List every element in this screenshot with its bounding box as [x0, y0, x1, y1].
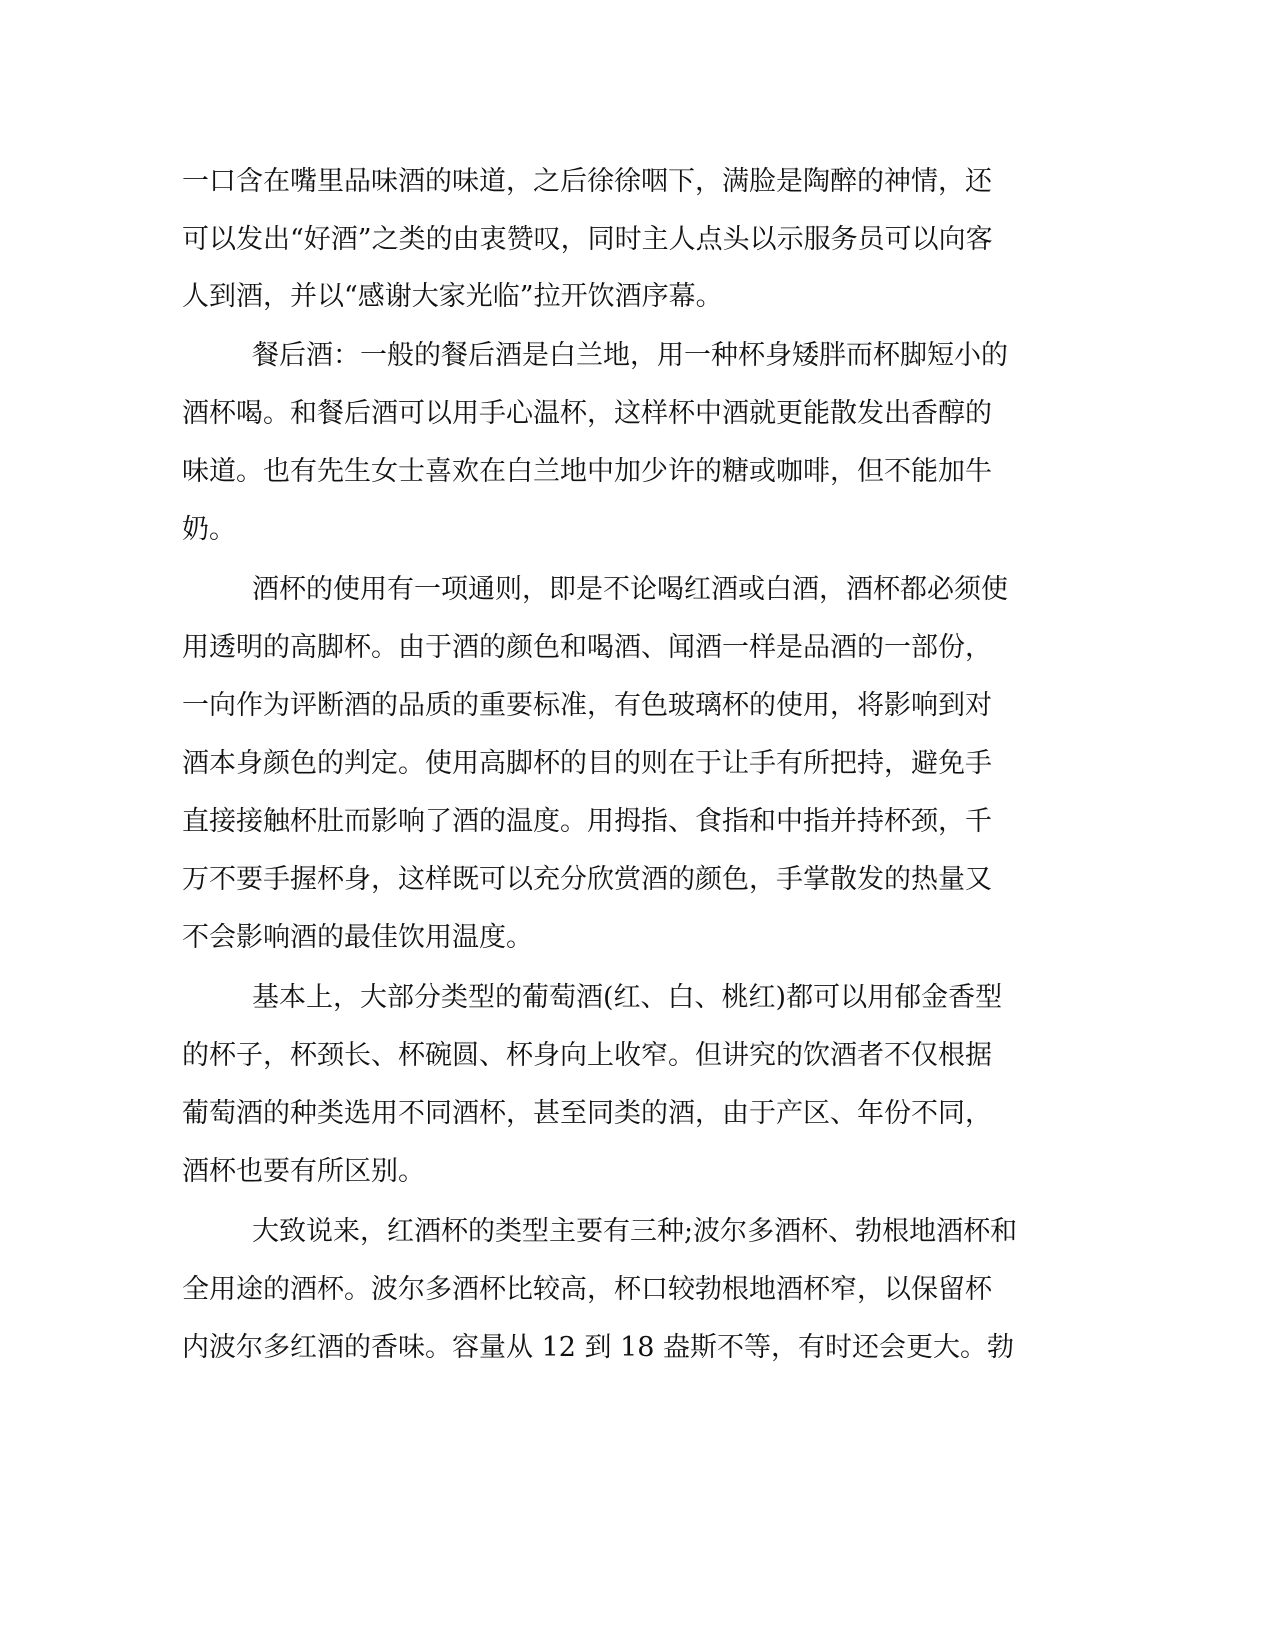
paragraph-1-line-2: 可以发出“好酒”之类的由衷赞叹，同时主人点头以示服务员可以向客	[182, 224, 993, 255]
paragraph-5-line-2: 全用途的酒杯。波尔多酒杯比较高，杯口较勃根地酒杯窄，以保留杯	[182, 1274, 992, 1305]
paragraph-3-line-5: 直接接触杯肚而影响了酒的温度。用拇指、食指和中指并持杯颈，千	[182, 806, 992, 837]
paragraph-1-line-3: 人到酒，并以“感谢大家光临”拉开饮酒序幕。	[182, 281, 723, 312]
paragraph-3-line-3: 一向作为评断酒的品质的重要标准，有色玻璃杯的使用，将影响到对	[182, 690, 992, 721]
paragraph-3-line-4: 酒本身颜色的判定。使用高脚杯的目的则在于让手有所把持，避免手	[182, 748, 992, 779]
paragraph-2-line-1: 餐后酒：一般的餐后酒是白兰地，用一种杯身矮胖而杯脚短小的	[252, 340, 1008, 371]
paragraph-4-line-1: 基本上，大部分类型的葡萄酒(红、白、桃红)都可以用郁金香型	[252, 982, 1003, 1013]
paragraph-3-line-6: 万不要手握杯身，这样既可以充分欣赏酒的颜色，手掌散发的热量又	[182, 864, 992, 895]
paragraph-4-line-4: 酒杯也要有所区别。	[182, 1156, 425, 1187]
paragraph-3-line-7: 不会影响酒的最佳饮用温度。	[182, 922, 533, 953]
paragraph-2-line-4: 奶。	[182, 514, 236, 545]
paragraph-4-line-2: 的杯子，杯颈长、杯碗圆、杯身向上收窄。但讲究的饮酒者不仅根据	[182, 1040, 992, 1071]
paragraph-3-line-2: 用透明的高脚杯。由于酒的颜色和喝酒、闻酒一样是品酒的一部份，	[182, 632, 992, 663]
paragraph-3-line-1: 酒杯的使用有一项通则，即是不论喝红酒或白酒，酒杯都必须使	[252, 574, 1008, 605]
paragraph-1-line-1: 一口含在嘴里品味酒的味道，之后徐徐咽下，满脸是陶醉的神情，还	[182, 166, 992, 197]
paragraph-5-line-1: 大致说来，红酒杯的类型主要有三种;波尔多酒杯、勃根地酒杯和	[252, 1216, 1018, 1247]
paragraph-2-line-3: 味道。也有先生女士喜欢在白兰地中加少许的糖或咖啡，但不能加牛	[182, 456, 992, 487]
paragraph-5-line-3: 内波尔多红酒的香味。容量从 12 到 18 盎斯不等，有时还会更大。勃	[182, 1332, 1015, 1363]
paragraph-4-line-3: 葡萄酒的种类选用不同酒杯，甚至同类的酒，由于产区、年份不同，	[182, 1098, 992, 1129]
paragraph-2-line-2: 酒杯喝。和餐后酒可以用手心温杯，这样杯中酒就更能散发出香醇的	[182, 398, 992, 429]
